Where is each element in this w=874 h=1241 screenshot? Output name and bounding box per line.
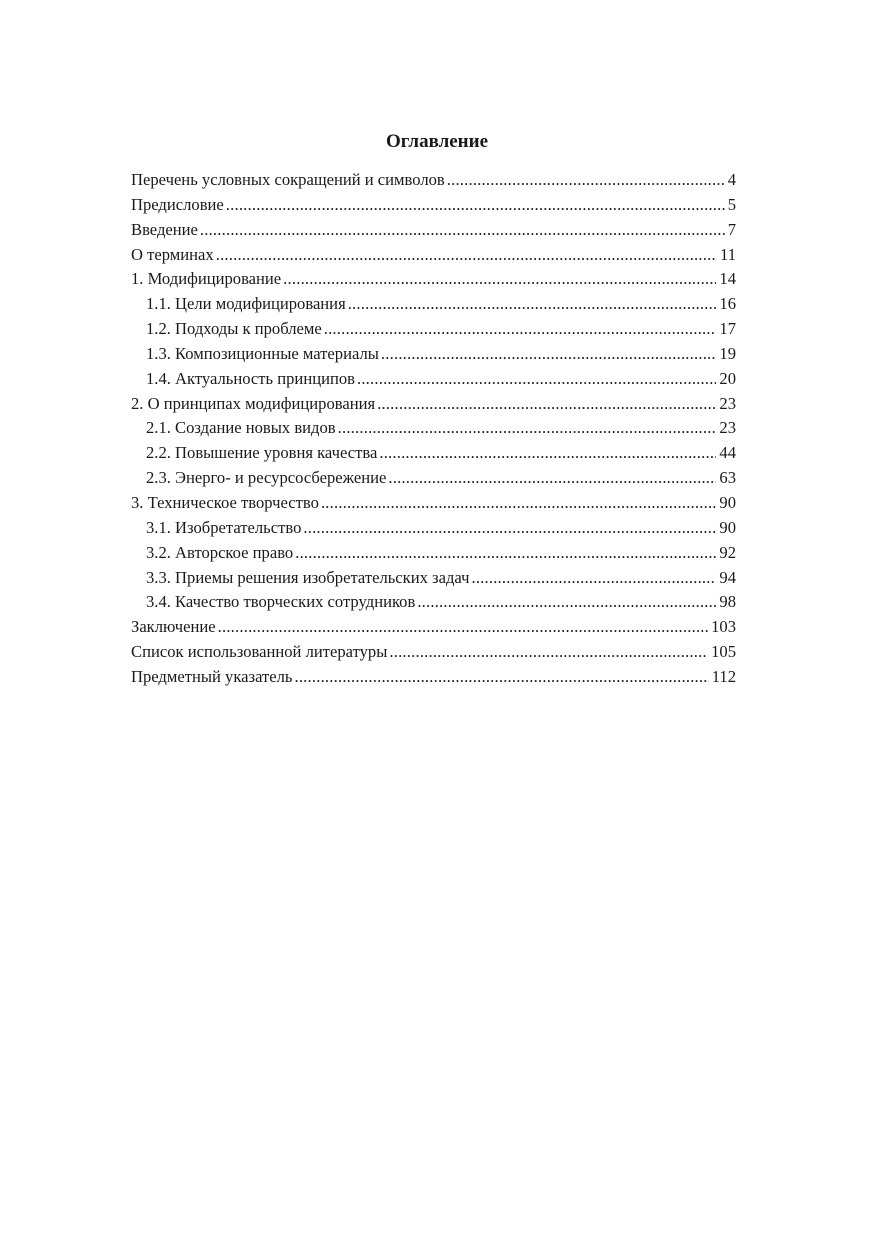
toc-entry	[131, 416, 736, 441]
toc-dot-leader	[389, 640, 708, 665]
toc-entry-label: О терминах	[131, 244, 214, 264]
toc-entry-page-number: 90	[719, 517, 736, 537]
toc-entry-page-number: 112	[711, 666, 736, 686]
toc-entry	[131, 193, 736, 218]
toc-dot-leader	[226, 193, 725, 218]
toc-dot-leader	[303, 516, 716, 541]
table-of-contents	[131, 168, 736, 690]
toc-entry-page-number: 20	[719, 368, 736, 388]
toc-entry-page-number: 92	[719, 542, 736, 562]
toc-entry	[131, 640, 736, 665]
toc-entry	[131, 441, 736, 466]
toc-entry-label: 3.1. Изобретательство	[146, 517, 302, 537]
toc-entry-page-number: 4	[727, 170, 736, 189]
toc-entry-page-number: 94	[719, 567, 736, 587]
toc-dot-leader	[283, 267, 716, 292]
toc-entry-label: Введение	[131, 219, 198, 239]
toc-entry-page-number: 105	[711, 642, 736, 662]
toc-dot-leader	[216, 243, 717, 268]
toc-entry	[131, 218, 736, 243]
toc-entry-label: 3.4. Качество творческих сотрудников	[146, 592, 416, 612]
toc-entry	[131, 541, 736, 566]
toc-entry-label: 3.3. Приемы решения изобретательских задач	[146, 567, 470, 587]
toc-entry	[131, 243, 736, 268]
toc-entry-page-number: 14	[719, 269, 736, 289]
toc-entry	[131, 615, 736, 640]
toc-dot-leader	[357, 367, 716, 392]
toc-entry	[131, 342, 736, 367]
toc-dot-leader	[295, 541, 716, 566]
toc-entry	[131, 566, 736, 591]
toc-entry	[131, 590, 736, 615]
toc-dot-leader	[471, 566, 716, 591]
toc-entry-page-number: 23	[719, 393, 736, 413]
toc-entry-label: Список использованной литературы	[131, 642, 388, 662]
toc-entry-label: 2.2. Повышение уровня качества	[146, 443, 378, 463]
toc-entry-page-number: 23	[719, 418, 736, 438]
toc-entry-page-number: 44	[719, 443, 736, 463]
toc-entry-label: 1.4. Актуальность принципов	[146, 368, 355, 388]
toc-dot-leader	[379, 441, 716, 466]
toc-dot-leader	[218, 615, 708, 640]
toc-entry	[131, 267, 736, 292]
toc-dot-leader	[377, 392, 716, 417]
toc-dot-leader	[338, 416, 717, 441]
toc-entry	[131, 665, 736, 690]
toc-entry	[131, 392, 736, 417]
toc-entry-label: 1.2. Подходы к проблеме	[146, 319, 322, 339]
toc-entry-label: 2.1. Создание новых видов	[146, 418, 336, 438]
toc-dot-leader	[381, 342, 716, 367]
toc-entry	[131, 367, 736, 392]
toc-entry-label: 1.1. Цели модифицирования	[146, 294, 346, 314]
toc-dot-leader	[294, 665, 708, 690]
toc-entry	[131, 516, 736, 541]
toc-entry-label: 1. Модифицирование	[131, 269, 282, 289]
toc-dot-leader	[348, 292, 717, 317]
toc-entry	[131, 466, 736, 491]
toc-entry	[131, 317, 736, 342]
toc-entry-label: Предметный указатель	[131, 666, 293, 686]
toc-entry	[131, 292, 736, 317]
toc-entry-label: 1.3. Композиционные материалы	[146, 343, 379, 363]
toc-entry-page-number: 11	[720, 244, 736, 264]
toc-entry-label: 3. Техническое творчество	[131, 492, 319, 512]
toc-entry-page-number: 5	[727, 194, 736, 214]
toc-entry-label: 2. О принципах модифицирования	[131, 393, 376, 413]
toc-dot-leader	[417, 590, 716, 615]
toc-entry	[131, 491, 736, 516]
toc-entry-label: Перечень условных сокращений и символов	[131, 170, 445, 189]
toc-entry-page-number: 16	[719, 294, 736, 314]
toc-entry-page-number: 98	[719, 592, 736, 612]
toc-entry-page-number: 19	[719, 343, 736, 363]
toc-entry-label: 2.3. Энерго- и ресурсосбережение	[146, 468, 387, 488]
toc-entry-page-number: 17	[719, 319, 736, 339]
toc-entry-page-number: 7	[727, 219, 736, 239]
toc-entry-label: Предисловие	[131, 194, 224, 214]
toc-dot-leader	[321, 491, 716, 516]
toc-entry-page-number: 103	[711, 617, 736, 637]
toc-dot-leader	[447, 168, 725, 193]
toc-dot-leader	[200, 218, 725, 243]
toc-entry-label: Заключение	[131, 617, 216, 637]
toc-title: Оглавление	[385, 131, 489, 152]
toc-entry	[131, 168, 736, 193]
toc-dot-leader	[324, 317, 717, 342]
toc-entry-page-number: 63	[719, 468, 736, 488]
toc-entry-label: 3.2. Авторское право	[146, 542, 294, 562]
toc-entry-page-number: 90	[719, 492, 736, 512]
toc-dot-leader	[388, 466, 716, 491]
